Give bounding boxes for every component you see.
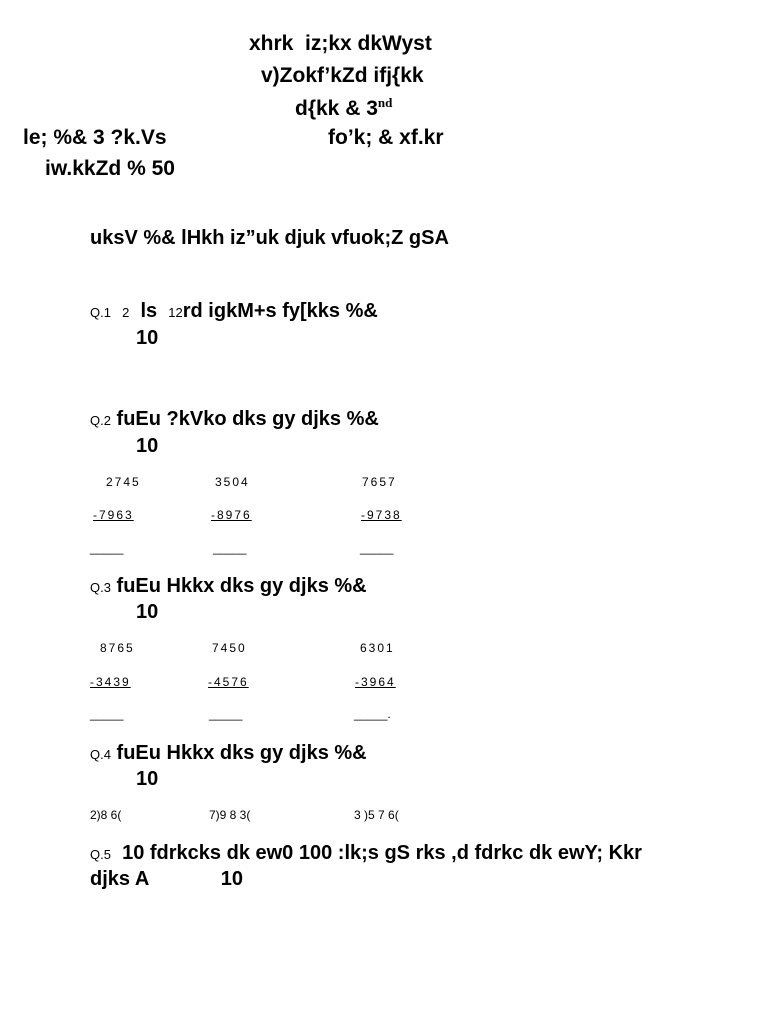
question-number: Q.5 (90, 847, 111, 862)
q3-problem-2-bottom: -4576 (208, 675, 249, 689)
q1-from-word: ls (140, 300, 158, 322)
q5-line-2 (90, 868, 243, 891)
q5-marks: 10 (220, 868, 244, 890)
max-marks-label: iw.kkZd % 50 (45, 157, 175, 180)
question-1 (90, 300, 378, 323)
q4-text: fuEu Hkkx dks gy djks %& (116, 742, 367, 764)
instruction-note: uksV %& lHkh iz”uk djuk vfuok;Z gSA (90, 227, 449, 249)
q3-marks: 10 (136, 601, 159, 623)
q2-problem-2-bottom: -8976 (211, 508, 252, 522)
q2-problem-3-bottom: -9738 (361, 508, 402, 522)
question-number: Q.2 (90, 413, 111, 428)
q2-problem-1-bottom: -7963 (93, 508, 134, 522)
class-label (295, 95, 392, 121)
question-number: Q.3 (90, 580, 111, 595)
q2-marks: 10 (136, 435, 159, 457)
q2-answer-line-1: _____ (90, 541, 124, 555)
exam-title: v)Zokf’kZd ifj{kk (261, 64, 424, 87)
q1-start-number: 2 (122, 305, 130, 320)
q3-problem-1-top: 8765 (100, 641, 135, 655)
q2-answer-line-3: _____ (360, 541, 394, 555)
question-3 (90, 575, 367, 598)
q3-problem-1-bottom: -3439 (90, 675, 131, 689)
q2-problem-2-top: 3504 (215, 475, 250, 489)
question-4 (90, 742, 367, 765)
question-5 (90, 842, 642, 865)
q3-problem-3-top: 6301 (360, 641, 395, 655)
q4-marks: 10 (136, 768, 159, 790)
q5-text-line-1: 10 fdrkcks dk ew0 100 :lk;s gS rks ,d fdrkc dk ewY; Kkr (122, 842, 642, 864)
q1-end-number: 12 (168, 305, 183, 320)
q1-text: rd igkM+s fy[kks %& (182, 300, 378, 322)
q3-answer-line-3: _____. (354, 707, 391, 721)
subject-label: fo’k; & xf.kr (328, 126, 444, 149)
question-number: Q.4 (90, 747, 111, 762)
q2-text: fuEu ?kVko dks gy djks %& (116, 408, 379, 430)
q3-answer-line-1: _____ (90, 707, 124, 721)
q2-problem-3-top: 7657 (362, 475, 397, 489)
class-text: d{kk & 3 (295, 97, 378, 120)
q4-problem-1: 2)8 6( (90, 808, 122, 822)
q4-problem-2: 7)9 8 3( (209, 808, 251, 822)
time-label: le; %& 3 ?k.Vs (23, 126, 167, 149)
q5-text-line-2: djks A (90, 868, 149, 890)
q3-problem-3-bottom: -3964 (355, 675, 396, 689)
question-number: Q.1 (90, 305, 111, 320)
q3-text: fuEu Hkkx dks gy djks %& (116, 575, 367, 597)
q4-problem-3: 3 )5 7 6( (354, 808, 399, 822)
question-2 (90, 408, 379, 431)
school-name: xhrk iz;kx dkWyst (249, 32, 432, 55)
class-suffix: nd (377, 95, 393, 110)
q2-answer-line-2: _____ (213, 541, 247, 555)
q1-marks: 10 (136, 327, 159, 349)
q3-problem-2-top: 7450 (212, 641, 247, 655)
q2-problem-1-top: 2745 (106, 475, 141, 489)
q3-answer-line-2: _____ (209, 707, 243, 721)
